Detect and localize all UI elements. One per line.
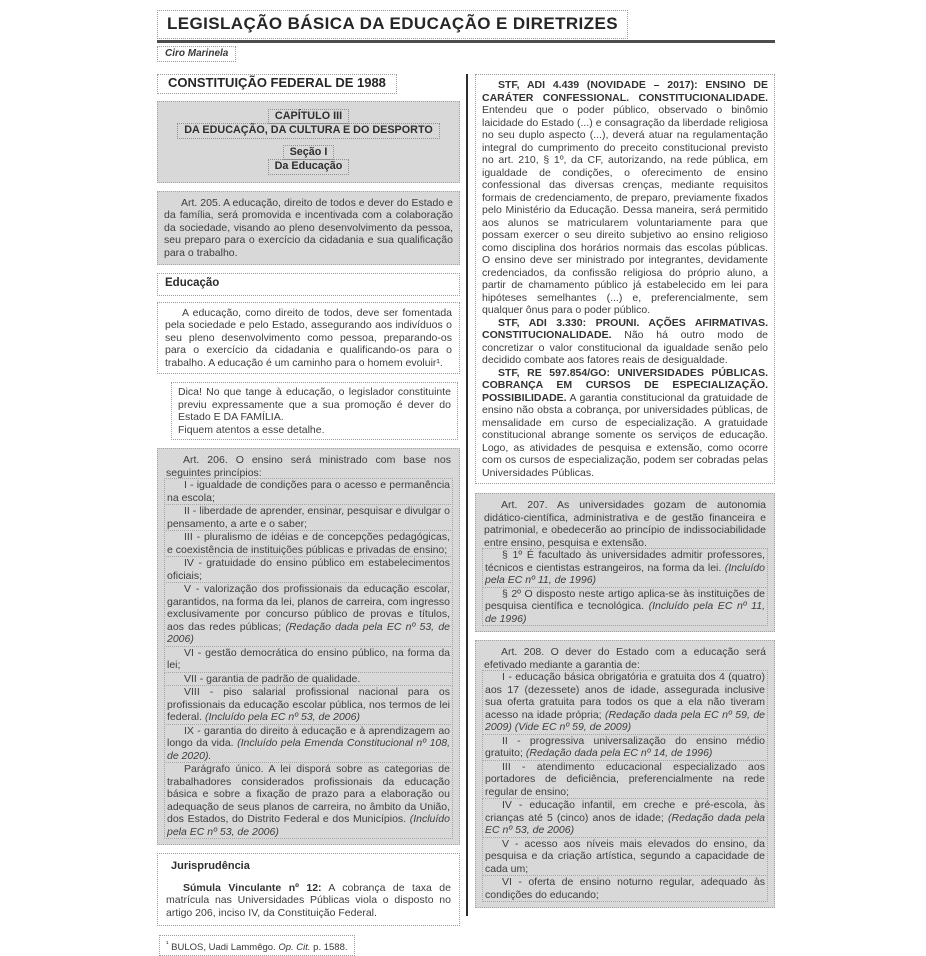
art207-intro: Art. 207. As universidades gozam de autonomia didático-científica, administrativa e de gestão financeira e patrimonial, e obedecerão ao princípio de indissociabilidade entre ensino, pesquisa e extensão. [484,499,766,549]
art208-box [475,640,775,908]
author-name: Ciro Marinela [157,46,236,62]
educacao-paragraph-box [157,302,460,375]
art206-box [157,448,460,845]
art206-paragrafo-unico: Parágrafo único. A lei disporá sobre as categorias de trabalhadores considerados profissionais da educação básica e sobre a fixação de prazo para a elaboração ou adequação de seus planos de carreira, no âmbito da União, dos Estados, do Distrito Federal e dos Municípios. (Incluído pela EC nº 53, de 2006) [164,762,453,839]
section-title-constituicao: CONSTITUIÇÃO FEDERAL DE 1988 [157,74,397,94]
art205-text: Art. 205. A educação, direito de todos e dever do Estado e da família, será promovida e incentivada com a colaboração da sociedade, visando ao pleno desenvolvimento da pessoa, seu preparo para o exercício da cidadania e sua qualificação para o trabalho. [164,196,453,259]
art206-item-6: VI - gestão democrática do ensino público, na forma da lei; [164,646,453,673]
art208-item-3: III - atendimento educacional especializado aos portadores de deficiência, preferencialmente na rede regular de ensino; [482,760,768,800]
sumula-paragraph: Súmula Vinculante nº 12: A cobrança de taxa de matrícula nas Universidades Públicas viola o disposto no artigo 206, inciso IV, da Constituição Federal. [166,881,451,919]
chapter-number: CAPÍTULO III [268,109,349,125]
dica-note: Fiquem atentos a esse detalhe. [178,423,325,436]
section-number: Seção I [283,145,335,161]
jurisprudencia-heading: Jurisprudência [171,860,250,872]
page-title: LEGISLAÇÃO BÁSICA DA EDUCAÇÃO E DIRETRIZES [157,10,628,39]
art206-item-5: V - valorização dos profissionais da educação escolar, garantidos, na forma da lei, planos de carreira, com ingresso exclusivamente por concurso público de provas e títulos, aos das redes públicas; (Redação dada pela EC nº 53, de 2006) [164,582,453,647]
footnote-marker: ¹ [166,939,169,948]
art207-paragrafo-2: § 2º O disposto neste artigo aplica-se às instituições de pesquisa científica e tecnológica. (Incluído pela EC nº 11, de 1996) [482,587,768,627]
art206-item-3: III - pluralismo de idéias e de concepções pedagógicas, e coexistência de instituições públicas e privadas de ensino; [164,530,453,557]
art208-item-1: I - educação básica obrigatória e gratuita dos 4 (quatro) aos 17 (dezessete) anos de idade, assegurada inclusive sua oferta gratuita para todos os que a ela não tiveram acesso na idade própria; (Redação dada pela EC nº 59, de 2009) (Vide EC nº 59, de 2009) [482,670,768,735]
art207-box [475,493,775,632]
right-column [466,74,775,916]
art206-item-2: II - liberdade de aprender, ensinar, pesquisar e divulgar o pensamento, a arte e o saber; [164,504,453,531]
stf-adi-4439: STF, ADI 4.439 (NOVIDADE – 2017): ENSINO DE CARÁTER CONFESSIONAL. CONSTITUCIONALIDADE. Entendeu que o poder público, observado o binômio laicidade do Estado (...) e consagração da liberdade religiosa no seu duplo aspecto (...), deverá atuar na regulamentação integral do cumprimento do preceito constitucional previsto no art. 210, § 1º, da CF, autorizando, na rede pública, em igualdade de condições, o oferecimento de ensino confessional das diversas crenças, mediante requisitos formais de credenciamento, de preparo, previamente fixados pelo Ministério da Educação. Dessa maneira, será permitido aos alunos se matricularem voluntariamente para que possam exercer o seu direito subjetivo ao ensino religioso como disciplina dos horários normais das escolas públicas. O ensino deve ser ministrado por integrantes, devidamente credenciados, da confissão religiosa do próprio aluno, a partir de chamamento público já estabelecido em lei para hipóteses semelhantes (...) e, preferencialmente, sem qualquer ônus para o poder público. [482,79,768,316]
page-header [157,10,775,62]
chapter-name: DA EDUCAÇÃO, DA CULTURA E DO DESPORTO [177,123,440,139]
spacer [164,138,453,145]
art206-intro: Art. 206. O ensino será ministrado com base nos seguintes princípios: [166,454,451,479]
left-column [157,74,460,956]
page-content [157,10,775,956]
chapter-box [157,101,460,183]
art205-box [157,191,460,266]
stf-re-597854: STF, RE 597.854/GO: UNIVERSIDADES PÚBLICAS. COBRANÇA EM CURSOS DE ESPECIALIZAÇÃO. POSSIBILIDADE. A garantia constitucional da gratuidade de ensino não obsta a cobrança, por universidades públicas, de mensalidade em curso de especialização. A gratuidade constitucional abrange somente os serviços de educação. Logo, as atividades de pesquisa e extensão, como ocorre com os cursos de especialização, podem ser cobradas pelas Universidades Públicas. [482,366,768,479]
art208-item-4: IV - educação infantil, em creche e pré-escola, às crianças até 5 (cinco) anos de idade; (Redação dada pela EC nº 53, de 2006) [482,798,768,838]
art207-paragrafo-1: § 1º É facultado às universidades admitir professores, técnicos e cientistas estrangeiros, na forma da lei. (Incluído pela EC nº 11, de 1996) [482,548,768,588]
dica-text: Dica! No que tange à educação, o legislador constituinte previu expressamente que a sua promoção é dever do Estado E DA FAMÍLIA. [178,386,451,423]
stf-adi-3330: STF, ADI 3.330: PROUNI. AÇÕES AFIRMATIVAS. CONSTITUCIONALIDADE. Não há outro modo de concretizar o valor constitucional da igualdade senão pelo decidido combate aos fatores reais de desigualdade. [482,316,768,366]
art208-item-2: II - progressiva universalização do ensino médio gratuito; (Redação dada pela EC nº 14, de 1996) [482,734,768,761]
two-column-layout [157,74,775,956]
dica-box [171,382,458,440]
educacao-heading: Educação [157,273,460,296]
art206-item-7: VII - garantia de padrão de qualidade. [164,672,453,687]
jurisprudencia-box [157,853,460,926]
art206-item-4: IV - gratuidade do ensino público em estabelecimentos oficiais; [164,556,453,583]
stf-jurisprudence-box [475,74,775,484]
art208-item-6: VI - oferta de ensino noturno regular, adequado às condições do educando; [482,875,768,902]
art208-intro: Art. 208. O dever do Estado com a educação será efetivado mediante a garantia de: [484,646,766,671]
sumula-lead: Súmula Vinculante nº 12: [183,881,322,894]
art206-item-8: VIII - piso salarial profissional nacional para os profissionais da educação escolar pública, nos termos de lei federal. (Incluído pela EC nº 53, de 2006) [164,685,453,725]
art208-item-5: V - acesso aos níveis mais elevados do ensino, da pesquisa e da criação artística, segundo a capacidade de cada um; [482,837,768,877]
section-name: Da Educação [268,159,350,175]
educacao-paragraph: A educação, como direito de todos, deve ser fomentada pela sociedade e pelo Estado, assegurando aos indivíduos o seu pleno desenvolvimento como pessoa, preparando-os para o exercício da cidadania e qualificando-os para o trabalho. A educação é um caminho para o homem evoluir¹. [165,306,452,369]
art206-item-9: IX - garantia do direito à educação e à aprendizagem ao longo da vida. (Incluído pela Emenda Constitucional nº 108, de 2020). [164,724,453,764]
footnote: $^{^1}$ BULOS, Uadi Lammêgo. Op. Cit. p. 1588. [159,935,355,956]
art206-item-1: I - igualdade de condições para o acesso e permanência na escola; [164,478,453,505]
header-rule [157,10,775,43]
